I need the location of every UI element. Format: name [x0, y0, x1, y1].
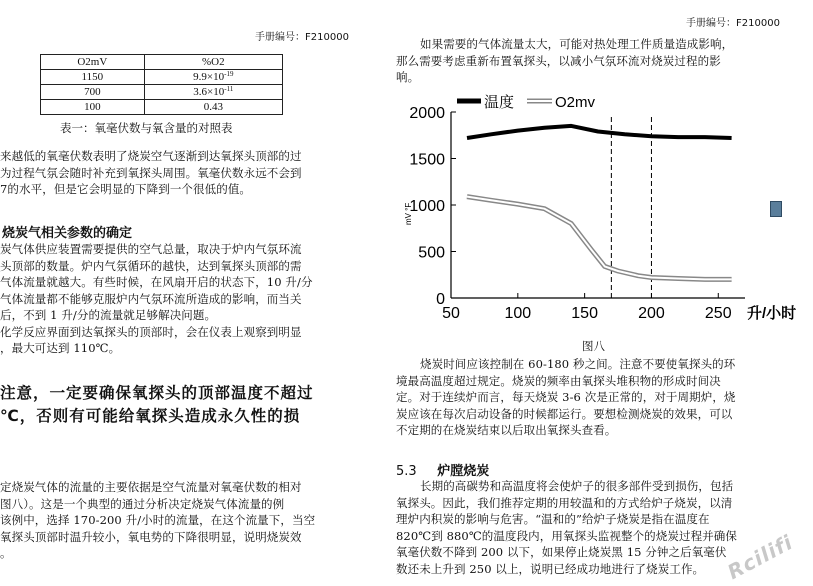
- table-cell-mv: 1150: [41, 70, 145, 85]
- chart-x-axis-label: 升/小时: [747, 305, 797, 322]
- chart-y-ticks: [409, 105, 456, 308]
- x-tick-label: 200: [638, 305, 665, 322]
- series-line-temperature: [467, 126, 732, 138]
- table-cell-o2: 0.43: [144, 100, 282, 115]
- table-cell-mv: 100: [41, 100, 145, 115]
- watermark-logo: Rcilifi: [723, 529, 797, 585]
- section-heading-carbon-burn-params: 烧炭气相关参数的确定: [2, 226, 133, 241]
- warning-note: 注意，一定要确保氧探头的顶部温度不超过 ℃，否则有可能给氧探头造成永久性的损: [0, 384, 314, 425]
- y-tick-label: 0: [436, 291, 445, 308]
- right-intro-paragraph: 如果需要的气体流量太大，可能对热处理工件质量造成影响， 那么需要考虑重新布置氧探头，以减小气氛环流对烧炭过程的影 响。: [396, 37, 734, 84]
- manual-number-left: 手册编号：F210000: [255, 32, 349, 43]
- figure-caption: 图八: [582, 339, 605, 353]
- x-tick-label: 100: [504, 305, 532, 322]
- x-tick-label: 50: [442, 305, 460, 322]
- chart-series: [467, 126, 732, 280]
- table-row: [41, 85, 283, 100]
- section-heading-5-3: [396, 460, 489, 479]
- legend-label-temperature: 温度: [484, 94, 515, 111]
- table-header: O2mV: [41, 55, 145, 70]
- y-tick-label: 500: [418, 244, 445, 262]
- table-caption: 表一：氧毫伏数与氧含量的对照表: [60, 121, 233, 135]
- series-line-o2mv-inner: [467, 197, 732, 280]
- y-tick-label: 1000: [409, 198, 445, 215]
- series-line-o2mv: [467, 197, 732, 280]
- right-paragraph-after-chart: 烧炭时间应该控制在 60-180 秒之间。注意不要使氧探头的环 境最高温度超过规定。烧炭的频率由氧探头堆积物的形成时间决 定。对于连续炉而言，每天烧炭 3-6 次是正常的，对于周期炉，烧 炭应该在每次启动设备的时候都运行。要想检测烧炭的效果，可以 不定期的在烧炭结束以后取出氧探头查看。: [396, 357, 736, 437]
- left-paragraph-3: 定烧炭气体的流量的主要依据是空气流量对氧毫伏数的相对 图八）。这是一个典型的通过分析决定烧炭气体流量的例 该例中，选择 170-200 升/小时的流量，在这个流量下，当空 氧探头顶部时温升较小，氧电势的下降很明显，说明烧炭效 。: [0, 480, 316, 560]
- right-section-paragraph: 长期的高碳势和高温度将会使炉子的很多部件受到损伤，包括 氧探头。因此，我们推荐定期的用较温和的方式给炉子烧炭，以清 理炉内积炭的影响与危害。“温和的”给炉子烧炭是指在温度在 820℃到 880℃的温度段内，用氧探头监视整个的烧炭过程并确保 氧毫伏数不降到 200 以下，如果停止烧炭黑 15 分钟之后氧毫伏 数还未上升到 250 以上，说明已经成功地进行了烧炭工作。: [396, 479, 737, 576]
- table-row: [41, 100, 283, 115]
- table-header-row: [41, 55, 283, 70]
- manual-number-right: 手册编号：F210000: [686, 18, 780, 29]
- x-tick-label: 250: [704, 305, 732, 322]
- scroll-position-marker[interactable]: [770, 201, 782, 217]
- chart-axes: [451, 112, 745, 298]
- table-cell-o2: $9.9\times 10^{-19}$: [144, 70, 282, 85]
- table-cell-mv: 700: [41, 85, 145, 100]
- chart-x-ticks: [442, 293, 732, 322]
- left-paragraph-2: 炭气体供应装置需要提供的空气总量，取决于炉内气氛环流 头顶部的数量。炉内气氛循环的越快，达到氧探头顶部的需 气体流量就越大。有些时候，在风扇开启的状态下，10 升/分 气体流量都不能够克服炉内气氛环流所造成的影响，而当关 后，不到 1 升/分的流量就足够解决问题。 化学反应界面到达氧探头的顶部时，会在仪表上观察到明显 ，最大可达到 110℃。: [0, 242, 313, 355]
- section-number: 5.3: [396, 464, 417, 479]
- x-tick-label: 150: [571, 305, 598, 322]
- o2-table: [40, 54, 283, 115]
- table-row: [41, 70, 283, 85]
- section-title: 炉膛烧炭: [437, 464, 490, 479]
- y-tick-label: 1500: [409, 151, 445, 169]
- table-header: %O2: [144, 55, 282, 70]
- legend-label-o2mv: O2mv: [555, 94, 596, 111]
- y-tick-label: 2000: [409, 105, 445, 122]
- chart-figure-8: [395, 90, 805, 330]
- chart-legend: [457, 93, 596, 111]
- table-cell-o2: $3.6\times 10^{-11}$: [144, 85, 282, 100]
- chart-y-axis-label: mV °F: [404, 202, 413, 225]
- left-paragraph-1: 来越低的氧毫伏数表明了烧炭空气逐渐到达氧探头顶部的过 为过程气氛会随时补充到氧探头周围。氧毫伏数永远不会到 7的水平，但是它会明显的下降到一个很低的值。: [0, 149, 302, 196]
